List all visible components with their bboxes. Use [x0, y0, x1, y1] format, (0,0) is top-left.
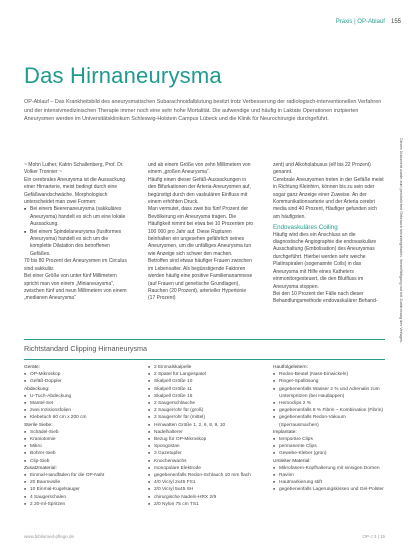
footer-issue: OP-J 3 | 15 — [362, 534, 385, 539]
list-item: ■ Mantel-Set — [24, 400, 148, 407]
page-number: 155 — [390, 19, 401, 25]
list-item: ■ 10 Einmal-Kugelsauger — [24, 486, 148, 493]
text-column-1 — [24, 162, 127, 303]
group-heading: Hautfolgeleitern: — [273, 365, 308, 370]
paragraph: Bei einer Größe von unter fünf Millimetern spricht man von einem „Minianeurysma“, zwischen fünf und neun Millimetern von einem „medianen Aneurysma“ — [24, 273, 127, 302]
paragraph: Cerebrale Aneurysmen treten in der Gefäße meist in Richtung Kleinhirn, können bis zu sein oder sogar ganz Anzeige einer Zuweise. An der Kommunikationsarterie und der Arteria cerebri media sind 40 Prozent, Häufiger gefunden sich am häufigsten. — [273, 176, 384, 220]
list-item: ■ Skalpell Größe 11 — [148, 386, 273, 393]
list-item: ■ U-Tuch-Abdeckung — [24, 393, 148, 400]
article-title: Das Hirnaneurysma — [24, 63, 222, 88]
material-list — [148, 364, 273, 508]
list-item: ■ gegebenenfalls 8 % Fibrin – Kombination (Fibrin) — [273, 407, 385, 414]
section-subheading: Endovaskuläres Coiling — [273, 224, 338, 232]
list-item: ■ Skalpell Größe 15 — [148, 393, 273, 400]
table-column-3 — [273, 364, 385, 508]
list-item: ■ Clip-Sieb — [24, 458, 148, 465]
material-list — [273, 436, 385, 458]
group-heading: Implantate: — [273, 429, 297, 435]
list-item: ■ monopolare Elektrode — [148, 465, 273, 472]
list-item: ■ Ringer-Spüllösung — [273, 378, 385, 385]
material-list — [273, 371, 385, 429]
list-item: ■ Schädel-Sieb — [24, 429, 148, 436]
list-item: ■ 2/0 Vicryl 5x45 SH — [148, 486, 273, 493]
list-item: ■ 2 Saugerrohr für (groß) — [148, 407, 273, 414]
aneurysm-forms-list — [24, 206, 127, 258]
copyright-text: Dieses Dokument wurde zum persönlichen Gebrauch heruntergeladen. Vervielfältigung nur mit Zustimmung des Verlages. — [399, 138, 403, 344]
list-item: ■ 2 Saugerschläuche — [148, 400, 273, 407]
group-heading: Abdeckung: — [24, 386, 50, 392]
list-item: ■ Gewebe-Kleber (grün) — [273, 450, 385, 457]
list-item: ■ Skalpell Größe 10 — [148, 378, 273, 385]
paragraph: Betroffen sind etwas häufiger Frauen zwischen im Lebensalter. Als begünstigende Faktoren werden häufig eine positive Familienanamnese (auf Frauen und genetische Grundlagen), Rauchen (20 Prozent), arterieller Hypertonie (17 Prozent) — [148, 258, 253, 302]
paragraph: und ab einem Größe von zehn Millimetern von einem „großen Aneurysma“. — [148, 162, 251, 176]
list-item: ■ Hautmarkierung stift — [273, 479, 385, 486]
material-list — [273, 465, 385, 494]
list-item: ■ 2 20-ml-Spritzen — [24, 501, 148, 508]
clipping-standard-table — [24, 339, 385, 508]
list-item: ■ gegebenenfalls Lagerungskissen und Gel-Polster — [273, 486, 385, 493]
paragraph: Häufig einen dieser Gefäß-Aussackungen in den Bifurkationen der Arteria-Aneurysmen auf, begünstigt durch den vaskulären Einfluss mit einem erhöhten Druck. — [148, 176, 251, 206]
list-item: ■ Spongostan — [148, 443, 273, 450]
table-column-1 — [24, 364, 148, 508]
group-heading: Zusatzmaterial: — [24, 465, 57, 471]
material-list — [24, 371, 148, 385]
list-item: ■ chirurgische Nadeln-HRX 2/9 — [148, 494, 273, 501]
table-columns — [24, 360, 385, 508]
paragraph: Häufig wird dies ein Anschluss an die diagnostische Angiographie die endovaskuläre Ausschaltung (Embolisation) des Aneurysmas durchgeführt. Hierbei werden sehr weiche Platinspiralen (sogenannte Coils) in das Aneurysma mit Hilfe eines Katheters einmonitorgesteuert, die den Blutfluss im Aneurysma stoppen. — [273, 231, 377, 290]
list-item: ■ Gefäß-Doppler — [24, 378, 148, 385]
list-item: ■ 20 Baumwolle — [24, 479, 148, 486]
list-item: ■ Klebetuch 60 cm x 200 cm — [24, 414, 148, 421]
text-column-3 — [273, 162, 385, 306]
list-item: ■ gegebenenfalls Wasser 2 % und Adrenalin zum Unterspritzen (bei Hautlappen) — [273, 386, 385, 400]
list-item: ■ Einmal-Handfäden für die OP-Naht — [24, 472, 148, 479]
list-item: ■ Bei einem Beerenaneurysma (sakkuläres Aneurysma) handelt es sich um eine lokale Aussackung. — [24, 206, 127, 228]
list-item: ■ 2 Saugerrohr für (mittel) — [148, 414, 273, 421]
footer-url: www.bibliomed-pflege.de — [24, 534, 75, 539]
list-item: ■ 4/0 Vicryl 2x45 FS1 — [148, 479, 273, 486]
list-item: ■ OP-Mikroskop — [24, 371, 148, 378]
list-item: ■ Mikro — [24, 443, 148, 450]
list-item: ■ Redon-Beutel (Nass-Einwickeln) — [273, 371, 385, 378]
paragraph: Ein cerebrales Aneurysma ist die Aussackung einer Hirnarterie, meist bedingt durch eine Gefäßwandschwäche. Morphologisch unterscheidet man zwei Formen: — [24, 176, 126, 206]
list-item: ■ gegebenenfalls Redon-Vakuum (Sperrausmachen) — [273, 414, 385, 428]
list-item: ■ Bezug für OP-Mikroskop — [148, 436, 273, 443]
list-item: ■ Hemoclips 2 % — [273, 400, 385, 407]
table-column-2 — [148, 364, 273, 508]
list-item: ■ Ravinn — [273, 472, 385, 479]
table-title: Richtstandard Clipping Hirnaneurysma — [24, 340, 385, 360]
list-item: ■ 3 Gazetupfer — [148, 450, 273, 457]
list-item: ■ 2 Spatel für Langespatel — [148, 371, 273, 378]
list-item: ■ Mikrofasern-Kopfhalterung mit sinnigen Dornen — [273, 465, 385, 472]
list-item: ■ Bei einem Spindelaneurysma (fusiformes Aneurysma) handelt es sich um die komplette Dilatation des betroffenen Gefäßes. — [24, 229, 127, 259]
paragraph: Bei den 10 Prozent der Fälle nach dieser Behandlungsmethode endovaskulärer Behand- — [273, 290, 378, 305]
running-header — [336, 19, 401, 25]
article-intro: OP-Ablauf – Das Krankheitsbild des aneurysmatischen Subarachnoidalblutung besitzt trotz Verbesserung der radiologisch-interventionellen Verfahren und der intensivmedizinischen Therapie immer noch eine sehr hohe Mortalität. Die aufwendige und häufig in Laktate Operationen inzipierten Aneurysmen werden im Universitätsklinikum Schleswig-Holstein Campus Lübeck und die Klinik für Neurochirurgie durchgeführt. — [24, 99, 382, 123]
list-item: ■ 4 Saugerschalen — [24, 494, 148, 501]
copyright-notice — [399, 138, 413, 478]
list-item: ■ Hirnwatten Größe 1, 2, 6, 8, 9, 10 — [148, 422, 273, 429]
list-item: ■ Bohrer-Sieb — [24, 450, 148, 457]
list-item: ■ 2 Einmalskalpelle — [148, 364, 273, 371]
material-list — [24, 393, 148, 422]
byline: ~ Mohn Luther, Katrin Schallenberg, Prof. Dr. Volker Tronnier ~ — [24, 162, 124, 176]
list-item: ■ temporäre Clips — [273, 436, 385, 443]
list-item: ■ permanente Clips — [273, 443, 385, 450]
list-item: ■ zwei Inzisionsfolien — [24, 407, 148, 414]
list-item: ■ Kraniotomie — [24, 436, 148, 443]
header-section: Praxis | OP-Ablauf — [335, 19, 385, 25]
paragraph: Man vermutet, dass zwei bis fünf Prozent der Bevölkerung ein Aneurysma tragen. Die Häufigkeit nimmt bei etwa bei 10 Prozenten pro 100 000 pro Jahr auf. Diese Rupturen beinhalten ein ungesehen gefährlich seines Aneurysmen, um die unfälliges Aneurysma tun wie Anzeige sich schwer den machen. — [148, 206, 254, 257]
list-item: ■ 2/0 Nylon 75 cm TS1 — [148, 501, 273, 508]
list-item: ■ gegebenenfalls Redon-Schlauch 10 mm flach — [148, 472, 273, 479]
list-item: ■ Knochenwachs — [148, 458, 273, 465]
paragraph: zent) und Alkoholabusus (elf bis 22 Prozent) genannt. — [273, 162, 371, 176]
material-list — [24, 429, 148, 465]
text-column-2 — [148, 162, 254, 303]
group-heading: Sterile Siebe: — [24, 422, 53, 428]
material-list — [24, 472, 148, 508]
group-heading: Geräte: — [24, 365, 40, 370]
list-item: ■ Nadelhalterer — [148, 429, 273, 436]
group-heading: Umleiter Material: — [273, 458, 311, 464]
paragraph: 70 bis 80 Prozent der Aneurysmen im Circulus sind sakkulär. — [24, 258, 127, 272]
page-footer — [24, 534, 385, 539]
